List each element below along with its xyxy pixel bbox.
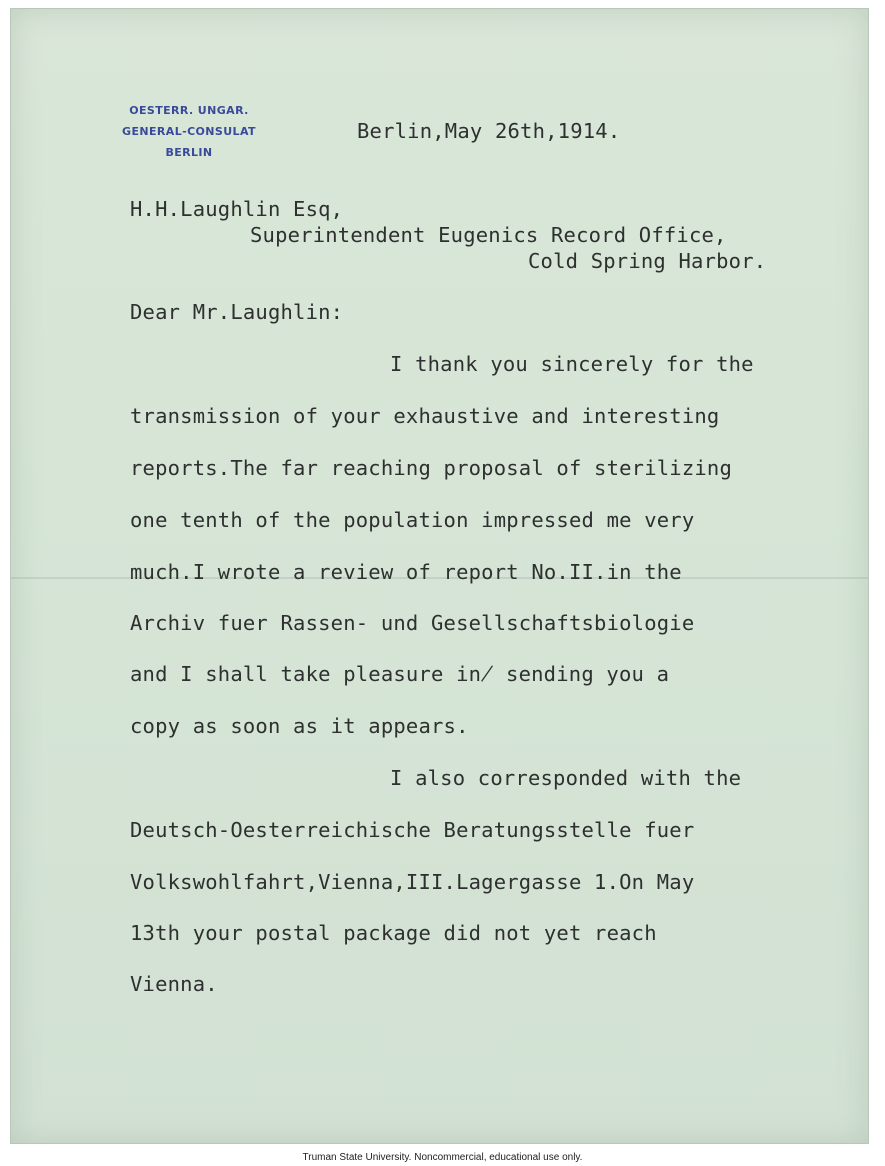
letterhead-line: BERLIN xyxy=(165,146,213,159)
salutation: Dear Mr.Laughlin: xyxy=(130,300,344,324)
address-line: Cold Spring Harbor. xyxy=(528,249,767,273)
body-line: I also corresponded with the xyxy=(390,766,742,790)
body-line: Deutsch-Oesterreichische Beratungsstelle fuer xyxy=(130,818,695,842)
consulate-letterhead xyxy=(104,100,274,163)
body-line: transmission of your exhaustive and interesting xyxy=(130,404,720,428)
dateline: Berlin,May 26th,1914. xyxy=(357,119,621,143)
body-line: copy as soon as it appears. xyxy=(130,714,469,738)
address-line: Superintendent Eugenics Record Office, xyxy=(250,223,727,247)
footer-credit: Truman State University. Noncommercial, educational use only. xyxy=(302,1152,583,1163)
body-line: Volkswohlfahrt,Vienna,III.Lagergasse 1.On May xyxy=(130,870,695,894)
address-line: H.H.Laughlin Esq, xyxy=(130,197,344,221)
body-line: much.I wrote a review of report No.II.in the xyxy=(130,560,682,584)
body-line: 13th your postal package did not yet reach xyxy=(130,921,657,945)
body-line: one tenth of the population impressed me very xyxy=(130,508,695,532)
letterhead-line: GENERAL-CONSULAT xyxy=(122,125,256,138)
letterhead-line: OESTERR. UNGAR. xyxy=(129,104,249,117)
body-line: Vienna. xyxy=(130,972,218,996)
body-line: and I shall take pleasure in̸ sending you a xyxy=(130,662,670,686)
body-line: reports.The far reaching proposal of sterilizing xyxy=(130,456,733,480)
body-line: I thank you sincerely for the xyxy=(390,352,754,376)
body-line: Archiv fuer Rassen- und Gesellschaftsbiologie xyxy=(130,611,695,635)
